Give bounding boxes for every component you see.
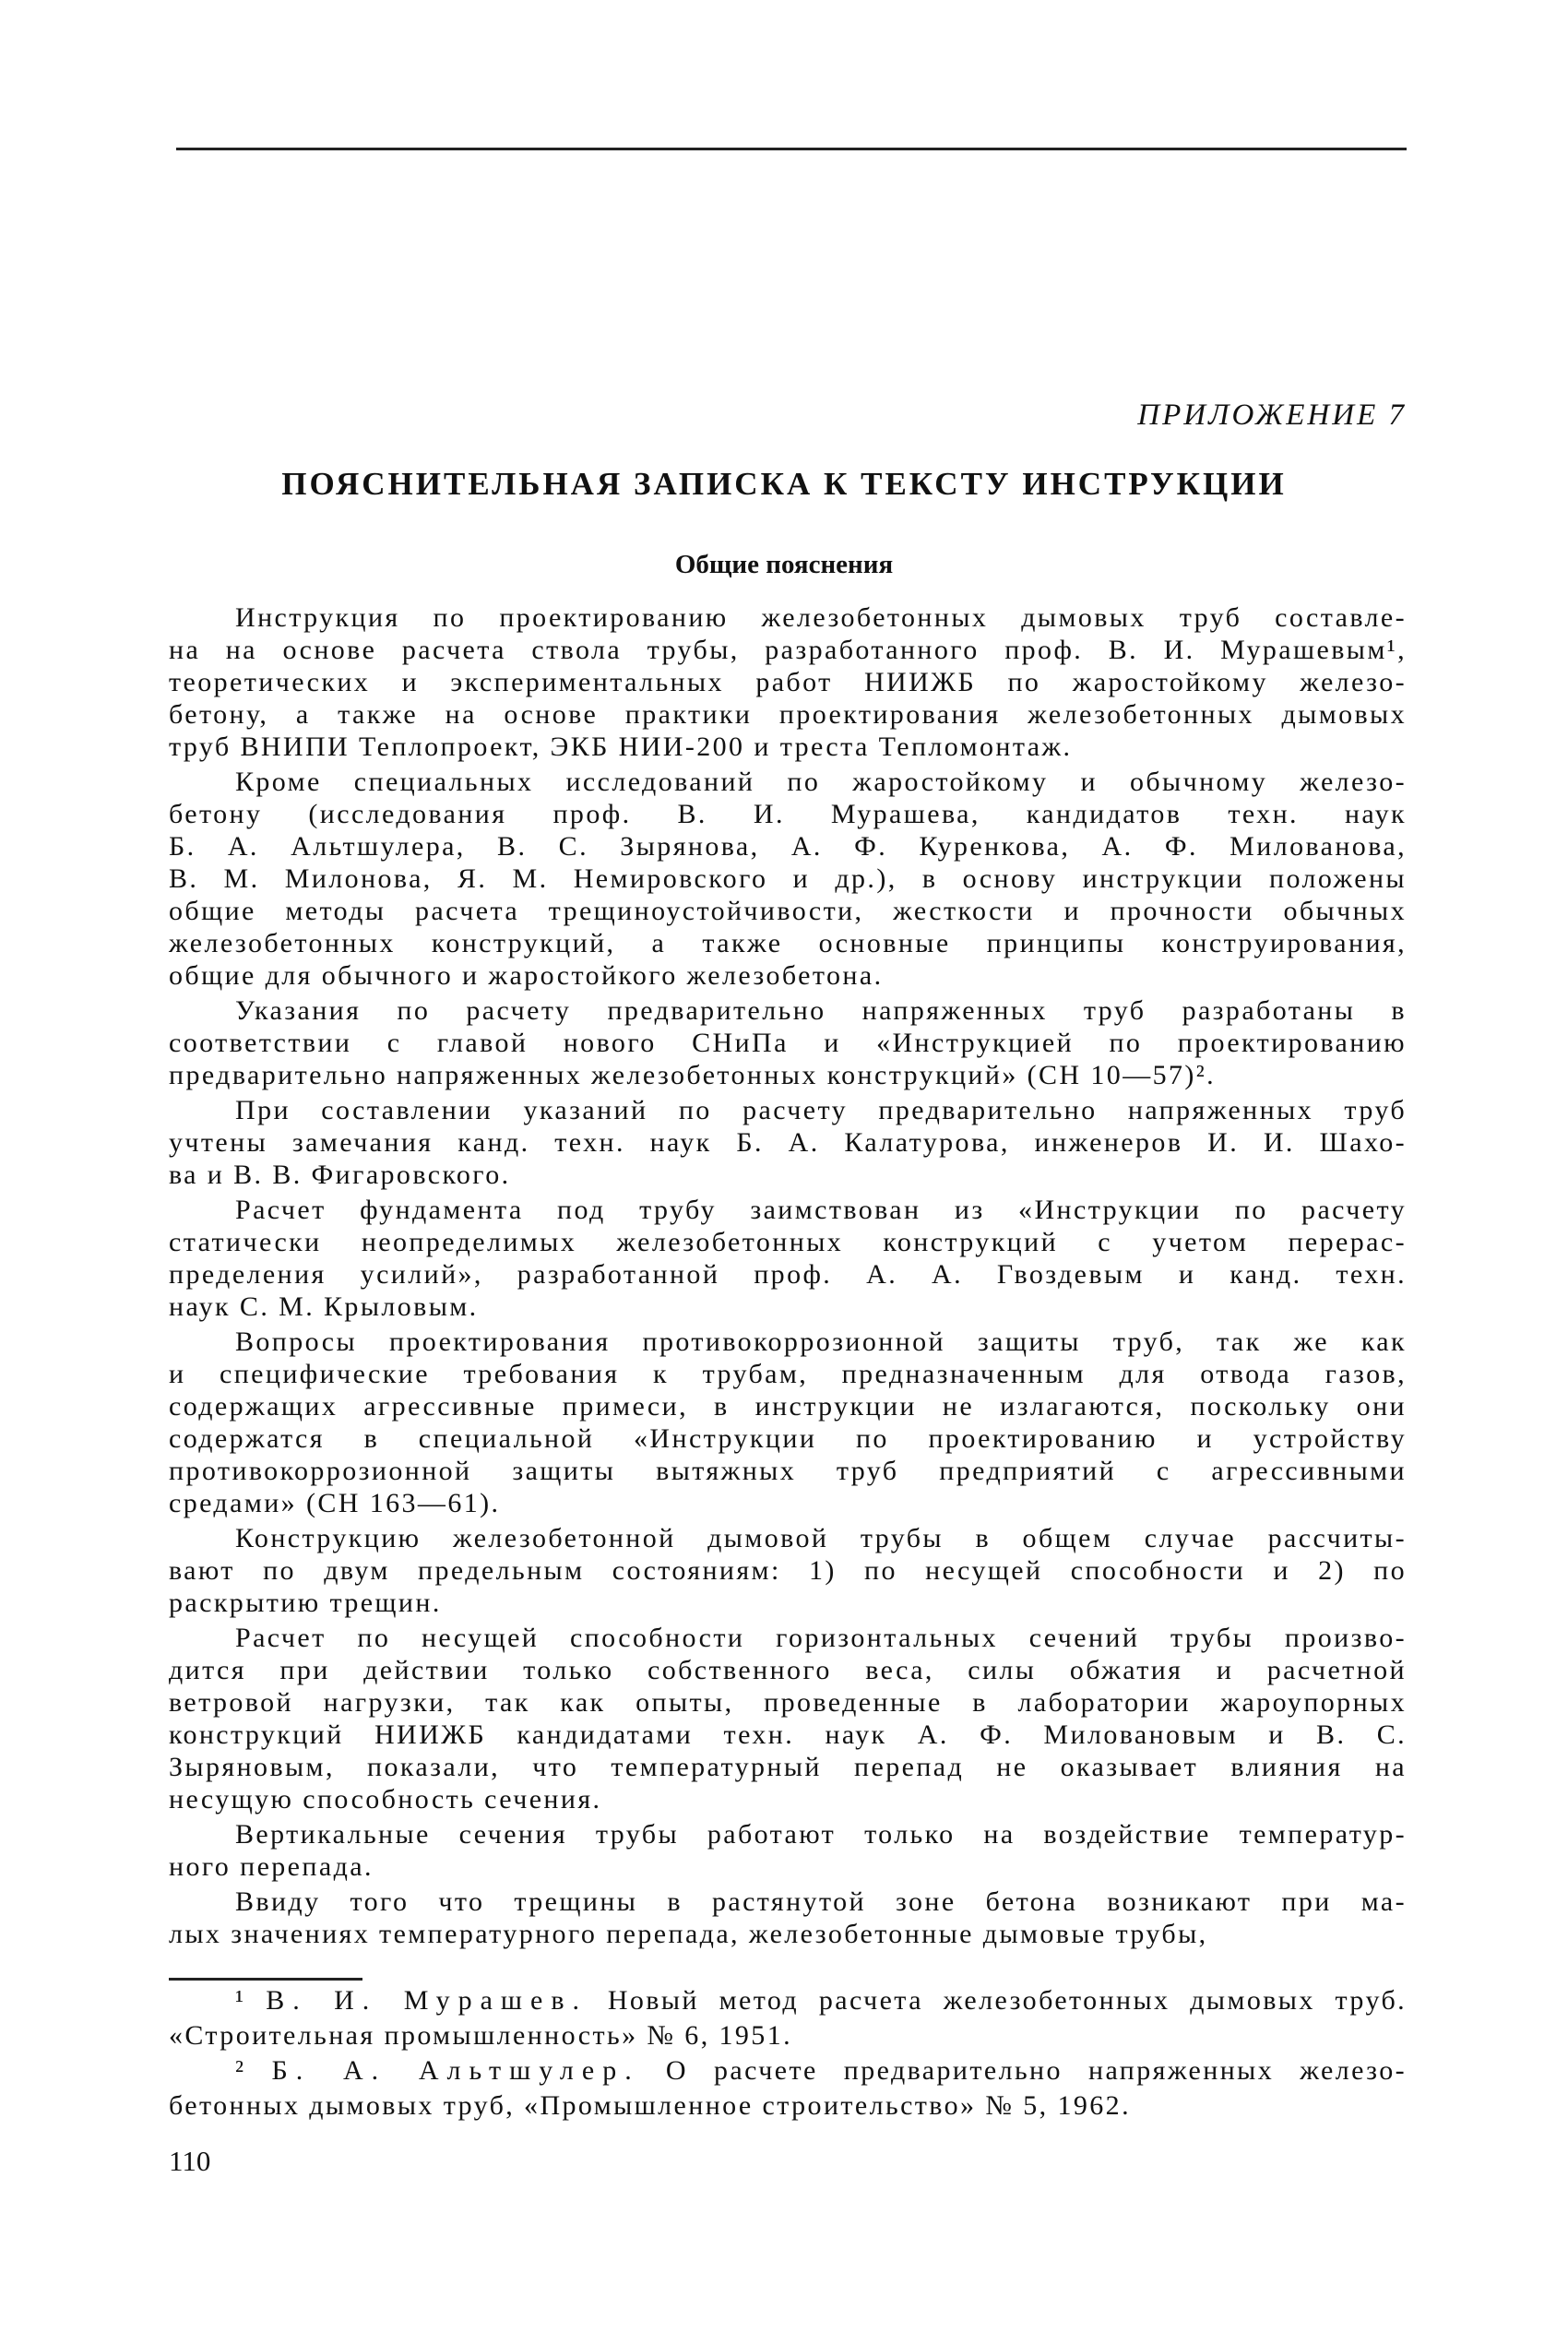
text-line: статически неопределимых железобетонных конструкций с учетом перерас- (169, 1227, 1407, 1257)
text-line: ветровой нагрузки, так как опыты, проведенные в лаборатории жароупорных (169, 1687, 1407, 1718)
text-line: Указания по расчету предварительно напряженных труб разработаны в (235, 995, 1407, 1026)
text-line: Вертикальные сечения трубы работают только на воздействие температур- (235, 1819, 1407, 1850)
text-line: Кроме специальных исследований по жаростойкому и обычному железо- (235, 767, 1407, 797)
page-title: ПОЯСНИТЕЛЬНАЯ ЗАПИСКА К ТЕКСТУ ИНСТРУКЦИИ (281, 466, 1287, 502)
text-line: теоретических и экспериментальных работ НИИЖБ по жаростойкому железо- (169, 667, 1407, 697)
footnote-author: В. И. Мурашев. (266, 1985, 588, 2016)
text-line: Расчет по несущей способности горизонтальных сечений трубы произво- (235, 1623, 1407, 1653)
paragraph (169, 601, 1407, 763)
text-line: Зыряновым, показали, что температурный перепад не оказывает влияния на (169, 1752, 1407, 1782)
footnote (169, 2053, 1407, 2088)
footnote-mark: ² (235, 2055, 246, 2086)
text-line: на на основе расчета ствола трубы, разработанного проф. В. И. Мурашевым¹, (169, 635, 1407, 665)
text-line: общие методы расчета трещиноустойчивости, жесткости и прочности обычных (169, 896, 1407, 926)
text-line: бетону, а также на основе практики проектирования железобетонных дымовых (169, 699, 1407, 730)
text-line: Вопросы проектирования противокоррозионной защиты труб, так же как (235, 1327, 1407, 1357)
text-line: вают по двум предельным состояниям: 1) по несущей способности и 2) по (169, 1555, 1407, 1586)
text-line: Б. А. Альтшулера, В. С. Зырянова, А. Ф. Куренкова, А. Ф. Милованова, (169, 831, 1407, 862)
text-line: общие для обычного и жаростойкого железобетона. (169, 960, 884, 991)
top-rule (176, 148, 1407, 150)
text-line: средами» (СН 163—61). (169, 1488, 501, 1518)
text-line: содержащих агрессивные примеси, в инструкции не излагаются, поскольку они (169, 1391, 1407, 1422)
footnote-continuation: «Строительная промышленность» № 6, 1951. (169, 2020, 792, 2051)
text-line: Расчет фундамента под трубу заимствован из «Инструкции по расчету (235, 1195, 1407, 1225)
paragraph (169, 1522, 1407, 1619)
text-line: несущую способность сечения. (169, 1784, 602, 1814)
text-line: соответствии с главой нового СНиПа и «Инструкцией по проектированию (169, 1028, 1407, 1058)
text-line: предварительно напряженных железобетонных конструкций» (СН 10—57)². (169, 1060, 1217, 1090)
footnotes (169, 1983, 1407, 2124)
text-line: содержатся в специальной «Инструкции по проектированию и устройству (169, 1423, 1407, 1454)
paragraph (169, 1094, 1407, 1191)
text-line: ного перепада. (169, 1851, 374, 1882)
text-line: В. М. Милонова, Я. М. Немировского и др.), в основу инструкции положены (169, 863, 1407, 894)
text-line: дится при действии только собственного веса, силы обжатия и расчетной (169, 1655, 1407, 1685)
text-line: Инструкция по проектированию железобетонных дымовых труб составле- (235, 602, 1407, 633)
footnote-rule (169, 1978, 362, 1981)
body-text (169, 601, 1407, 1950)
text-line: наук С. М. Крыловым. (169, 1291, 479, 1322)
page-number: 110 (169, 2145, 211, 2177)
footnote-continuation: бетонных дымовых труб, «Промышленное строительство» № 5, 1962. (169, 2090, 1131, 2121)
text-line: труб ВНИПИ Теплопроект, ЭКБ НИИ-200 и треста Тепломонтаж. (169, 732, 1073, 762)
paragraph (169, 994, 1407, 1091)
text-line: При составлении указаний по расчету предварительно напряженных труб (235, 1095, 1407, 1125)
paragraph (169, 1818, 1407, 1883)
text-line: противокоррозионной защиты вытяжных труб предприятий с агрессивными (169, 1456, 1407, 1486)
text-line: лых значениях температурного перепада, железобетонные дымовые трубы, (169, 1919, 1208, 1949)
paragraph (169, 1622, 1407, 1815)
paragraph (169, 1326, 1407, 1519)
paragraph (169, 766, 1407, 992)
text-line: конструкций НИИЖБ кандидатами техн. наук А. Ф. Миловановым и В. С. (169, 1719, 1407, 1750)
text-line: Конструкцию железобетонной дымовой трубы в общем случае рассчиты- (235, 1523, 1407, 1553)
paragraph (169, 1194, 1407, 1323)
footnote (169, 1983, 1407, 2018)
text-line: раскрытию трещин. (169, 1588, 442, 1618)
text-line: Ввиду того что трещины в растянутой зоне бетона возникают при ма- (235, 1886, 1407, 1917)
text-line: железобетонных конструкций, а также основные принципы конструирования, (169, 928, 1407, 958)
footnote-text: О расчете предварительно напряженных железо- (665, 2055, 1408, 2086)
text-line: пределения усилий», разработанной проф. А. А. Гвоздевым и канд. техн. (169, 1259, 1407, 1290)
text-line: учтены замечания канд. техн. наук Б. А. Калатурова, инженеров И. И. Шахо- (169, 1127, 1407, 1158)
footnote-author: Б. А. Альтшулер. (271, 2055, 640, 2086)
footnote-mark: ¹ (235, 1985, 246, 2016)
appendix-label: ПРИЛОЖЕНИЕ 7 (1137, 399, 1407, 432)
text-line: ва и В. В. Фигаровского. (169, 1160, 511, 1190)
paragraph (169, 1886, 1407, 1950)
footnote-text: Новый метод расчета железобетонных дымовых труб. (607, 1985, 1408, 2016)
text-line: бетону (исследования проф. В. И. Мурашева, кандидатов техн. наук (169, 799, 1407, 829)
section-title: Общие пояснения (674, 550, 894, 579)
text-line: и специфические требования к трубам, предназначенным для отвода газов, (169, 1359, 1407, 1389)
